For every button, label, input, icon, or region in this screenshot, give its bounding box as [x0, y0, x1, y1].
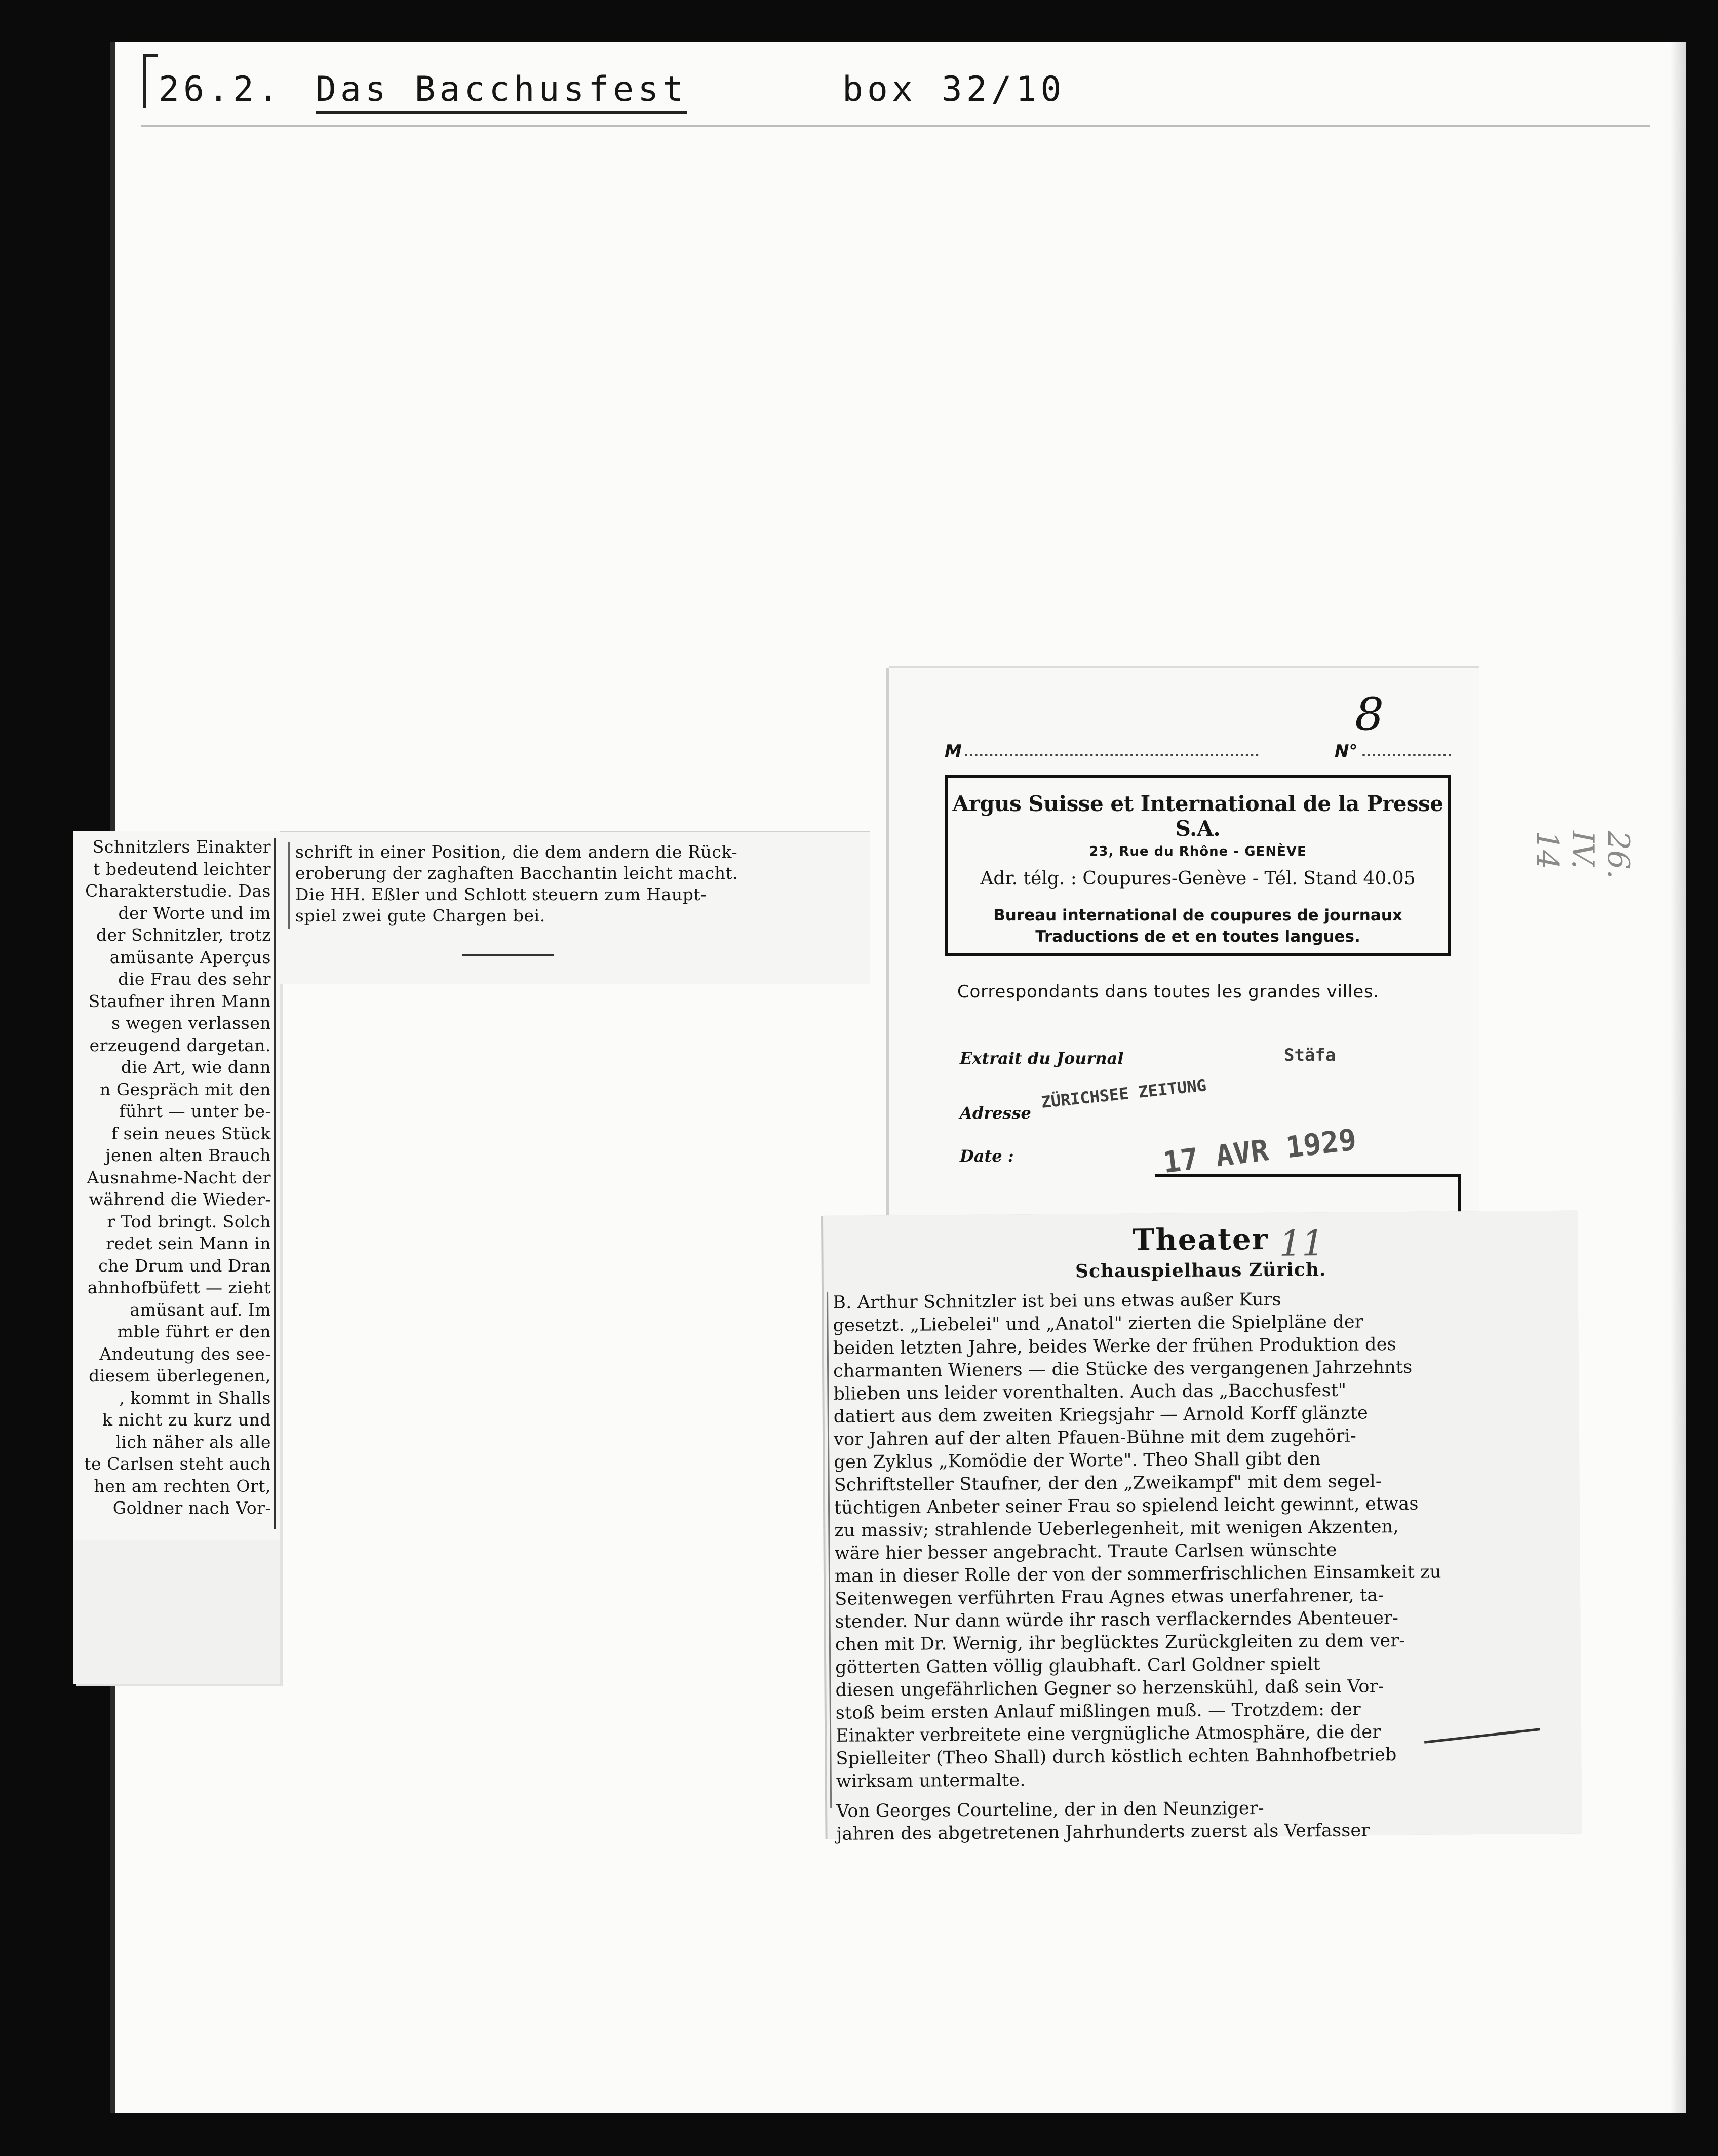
text-line: ahnhofbüfett — zieht: [87, 1278, 271, 1297]
m-dotted-line: [965, 754, 1259, 756]
company-address: 23, Rue du Rhône - GENÈVE: [1089, 844, 1307, 859]
heading-corner-mark: [143, 54, 158, 108]
article-title: Theater: [1133, 1221, 1269, 1257]
text-line: datiert aus dem zweiten Kriegsjahr — Arnold Korff glänzte: [833, 1403, 1369, 1427]
article-body: [833, 1287, 1574, 1846]
m-label: M: [945, 741, 962, 761]
text-line: der Worte und im: [118, 903, 271, 923]
date-label: Date :: [960, 1146, 1014, 1166]
text-line: beiden letzten Jahre, beides Werke der frühen Produktion des: [833, 1334, 1396, 1359]
text-line: Staufner ihren Mann: [88, 991, 271, 1011]
text-line: stender. Nur dann würde ihr rasch verflackerndes Abenteuer-: [835, 1608, 1399, 1632]
clipping-blank-area: [73, 1540, 280, 1684]
text-line: zu massiv; strahlende Ueberlegenheit, mit wenigen Akzenten,: [834, 1517, 1399, 1541]
middle-clipping-text: [295, 841, 738, 927]
middle-newspaper-clipping: [280, 831, 870, 984]
text-line: götterten Gatten völlig glaubhaft. Carl Goldner spielt: [835, 1654, 1320, 1678]
text-line: Schriftsteller Staufner, der den „Zweikampf" mit dem segel-: [834, 1471, 1382, 1495]
text-line: B. Arthur Schnitzler ist bei uns etwas außer Kurs: [833, 1289, 1281, 1313]
stamp-journal: ZÜRICHSEE ZEITUNG: [1040, 1075, 1207, 1112]
text-line: der Schnitzler, trotz: [96, 925, 271, 945]
text-line: die Frau des sehr: [118, 969, 271, 989]
correspondants-line: Correspondants dans toutes les grandes villes.: [957, 982, 1380, 1002]
text-line: amüsante Aperçus: [109, 947, 271, 967]
text-line: Einakter verbreitete eine vergnügliche Atmosphäre, die der: [836, 1722, 1381, 1746]
text-line: Ausnahme-Nacht der: [87, 1167, 271, 1187]
margin-pencil-note: 26. IV. 14: [1530, 831, 1636, 879]
text-line: f sein neues Stück: [111, 1123, 271, 1143]
company-name: Argus Suisse et International de la Presse S.A.: [952, 791, 1443, 841]
text-line: vor Jahren auf der alten Pfauen-Bühne mit dem zugehöri-: [833, 1426, 1357, 1450]
heading-rule: [141, 125, 1650, 127]
theater-newspaper-clipping: [823, 1211, 1582, 1844]
text-line: gesetzt. „Liebelei" und „Anatol" zierten die Spielpläne der: [833, 1312, 1363, 1336]
text-line: stoß beim ersten Anlauf mißlingen muß. — Trotzdem: der: [835, 1699, 1361, 1723]
text-line: blieben uns leider vorenthalten. Auch das „Bacchusfest": [833, 1380, 1347, 1404]
text-line: redet sein Mann in: [106, 1234, 271, 1253]
text-line: Seitenwegen verführten Frau Agnes etwas unerfahrener, ta-: [835, 1585, 1384, 1609]
column-rule: [274, 838, 276, 1529]
article-paragraph-2: [836, 1795, 1574, 1846]
text-line: spiel zwei gute Chargen bei.: [295, 906, 545, 926]
left-clipping-text: [73, 831, 274, 1519]
text-line: während die Wieder-: [89, 1189, 271, 1209]
extrait-label: Extrait du Journal: [960, 1049, 1124, 1068]
company-translations: Traductions de et en toutes langues.: [1035, 928, 1360, 946]
handwritten-number: 8: [1355, 688, 1384, 741]
text-line: , kommt in Shalls: [119, 1388, 271, 1408]
stamp-date: 17 AVR 1929: [1161, 1122, 1358, 1180]
text-line: t bedeutend leichter: [93, 859, 271, 879]
company-bureau: Bureau international de coupures de journaux: [993, 906, 1402, 925]
text-line: n Gespräch mit den: [100, 1079, 271, 1099]
text-line: Schnitzlers Einakter: [92, 837, 271, 857]
text-line: mble führt er den: [117, 1322, 271, 1341]
heading-number: 26.2.: [159, 69, 283, 109]
no-label: N°: [1335, 741, 1358, 761]
article-paragraph-1: [833, 1287, 1573, 1793]
text-line: wäre hier besser angebracht. Traute Carlsen wünschte: [834, 1539, 1337, 1564]
text-line: Andeutung des see-: [99, 1343, 271, 1364]
article-subtitle: Schauspielhaus Zürich.: [1075, 1259, 1326, 1282]
text-line: diesen ungefährlichen Gegner so herzenskühl, daß sein Vor-: [835, 1676, 1384, 1701]
argus-press-clipping-card: [889, 668, 1479, 1250]
text-line: Spielleiter (Theo Shall) durch köstlich echten Bahnhofbetrieb: [836, 1745, 1397, 1769]
text-line: wirksam untermalte.: [836, 1770, 1026, 1792]
text-line: man in dieser Rolle der von der sommerfrischlichen Einsamkeit zu: [834, 1562, 1441, 1587]
argus-letterhead-box: [945, 775, 1451, 956]
text-line: erzeugend dargetan.: [89, 1035, 271, 1055]
text-line: charmanten Wieners — die Stücke des vergangenen Jahrzehnts: [833, 1357, 1413, 1381]
text-line: che Drum und Dran: [98, 1255, 271, 1276]
text-line: lich näher als alle: [115, 1432, 271, 1452]
left-newspaper-clipping: [73, 831, 280, 1684]
heading-box: box 32/10: [842, 69, 1066, 109]
no-dotted-line: [1362, 754, 1451, 756]
column-rule: [827, 1292, 832, 1808]
text-line: jenen alten Brauch: [105, 1145, 271, 1165]
company-telegram: Adr. télg. : Coupures-Genève - Tél. Stand 40.05: [980, 868, 1416, 889]
text-line: r Tod bringt. Solch: [107, 1211, 271, 1231]
text-line: Goldner nach Vor-: [112, 1498, 271, 1518]
text-line: tüchtigen Anbeter seiner Frau so spielend leicht gewinnt, etwas: [834, 1493, 1419, 1518]
adresse-label: Adresse: [960, 1103, 1031, 1123]
text-line: die Art, wie dann: [121, 1057, 271, 1077]
text-line: diesem überlegenen,: [89, 1366, 271, 1385]
text-line: amüsant auf. Im: [130, 1299, 271, 1320]
text-line: k nicht zu kurz und: [102, 1410, 271, 1430]
stamp-place: Stäfa: [1284, 1045, 1336, 1065]
text-line: Die HH. Eßler und Schlott steuern zum Haupt-: [295, 884, 707, 904]
column-rule: [288, 842, 290, 929]
handwritten-mark: 11: [1279, 1222, 1324, 1264]
article-end-rule: [462, 954, 554, 956]
text-line: schrift in einer Position, die dem andern die Rück-: [295, 842, 738, 862]
text-line: führt — unter be-: [119, 1101, 271, 1121]
text-line: chen mit Dr. Wernig, ihr beglücktes Zurückgleiten zu dem ver-: [835, 1630, 1405, 1655]
text-line: Charakterstudie. Das: [85, 881, 271, 901]
text-line: hen am rechten Ort,: [94, 1476, 271, 1496]
text-line: Von Georges Courteline, der in den Neunziger-: [836, 1798, 1264, 1822]
text-line: eroberung der zaghaften Bacchantin leicht macht.: [295, 863, 738, 883]
text-line: gen Zyklus „Komödie der Worte". Theo Shall gibt den: [834, 1449, 1321, 1473]
text-line: jahren des abgetretenen Jahrhunderts zuerst als Verfasser: [836, 1820, 1370, 1844]
text-line: te Carlsen steht auch: [84, 1454, 271, 1474]
heading-title: Das Bacchusfest: [316, 69, 687, 114]
text-line: s wegen verlassen: [111, 1013, 271, 1033]
